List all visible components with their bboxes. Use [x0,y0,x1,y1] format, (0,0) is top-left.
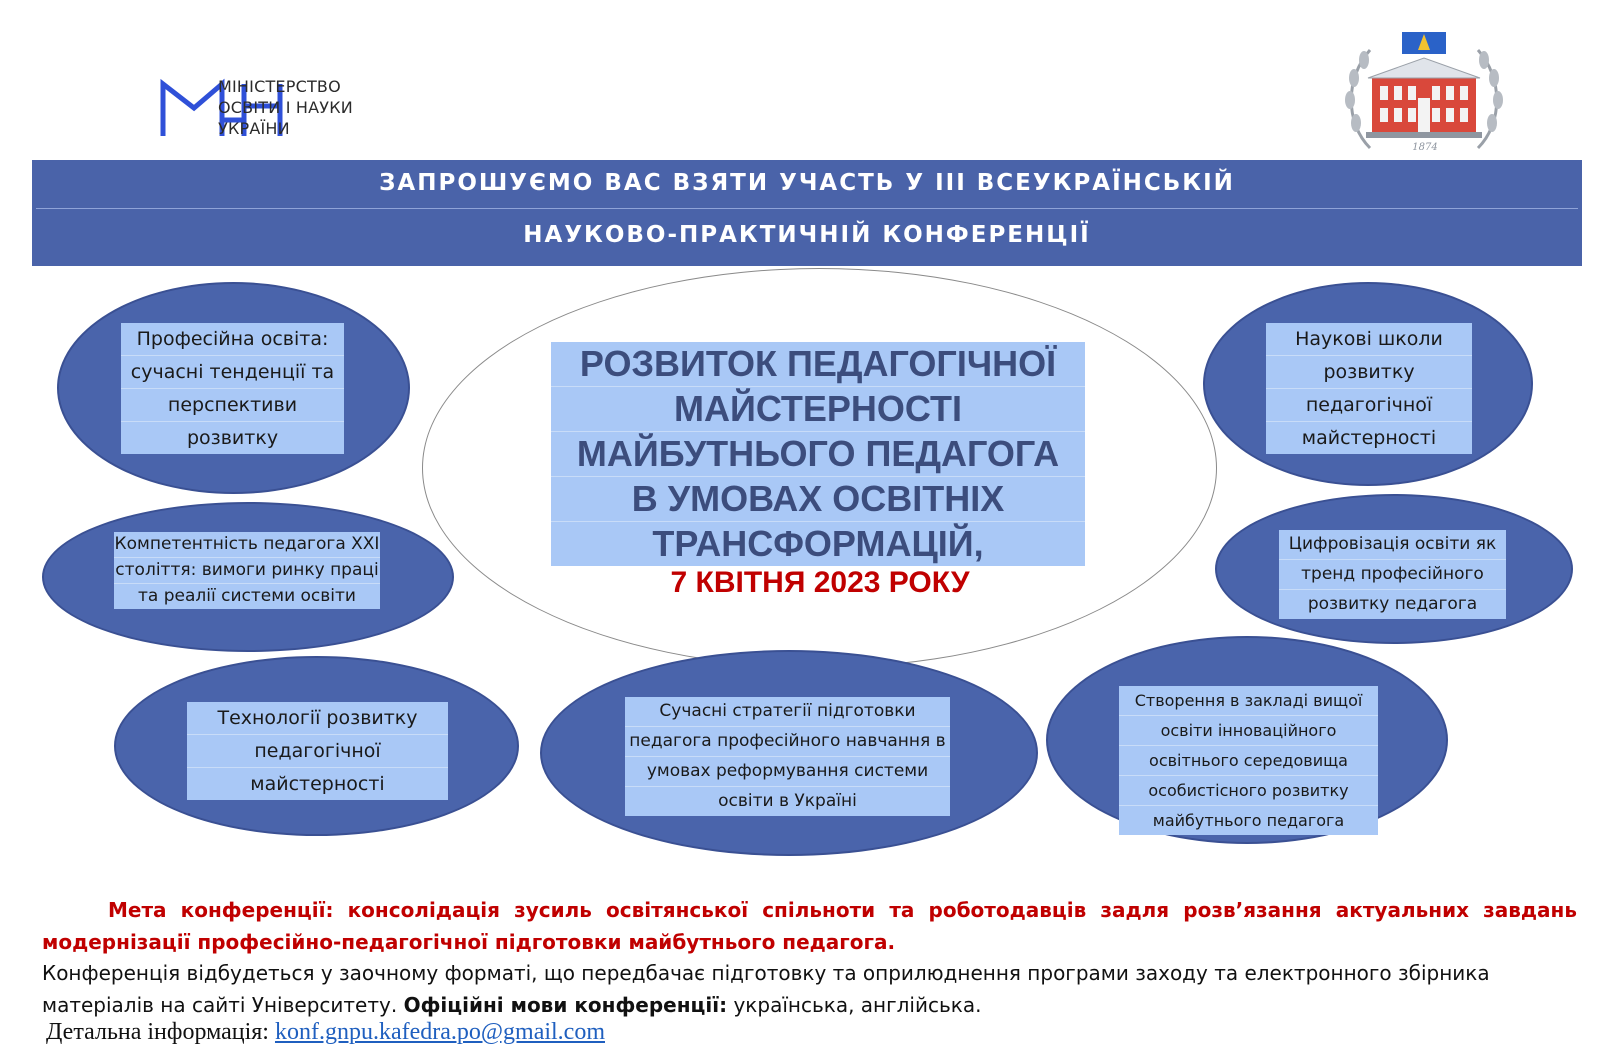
title-row: ТРАНСФОРМАЦІЙ, [652,523,984,564]
ministry-line: ОСВІТИ І НАУКИ [218,98,353,117]
languages-label: Офіційні мови конференції: [403,993,728,1017]
topic-label-strategies [625,697,950,816]
topic-row: Сучасні стратегії підготовки [625,697,950,727]
languages-value: українська, англійська. [727,993,982,1017]
university-emblem-icon [1340,28,1508,160]
topic-row: Наукові школи [1266,323,1472,356]
title-row: В УМОВАХ ОСВІТНІХ [551,477,1085,522]
ministry-name [218,76,353,139]
topic-row: майстерності [1301,427,1437,449]
topic-row: перспективи [121,389,344,422]
topic-row: Цифровізація освіти як [1279,530,1506,560]
goal-text: Мета конференції: консолідація зусиль освітянської спільноти та роботодавців задля розв’язання актуальних завдань модернізації професійно-педагогічної підготовки майбутнього педагога. [42,898,1577,954]
topic-row: розвитку [1266,356,1472,389]
conference-format [42,957,1577,1021]
topic-row: розвитку [186,427,279,449]
topic-row: освіти інноваційного [1119,716,1378,746]
title-row: МАЙСТЕРНОСТІ [551,387,1085,432]
topic-row: умовах реформування системи [625,757,950,787]
topic-row: особистісного розвитку [1119,776,1378,806]
emblem-year: 1874 [1412,142,1438,153]
topic-row: століття: вимоги ринку праці [114,558,380,584]
topic-row: Компетентність педагога ХХІ [114,532,380,558]
topic-row: педагогічної [1266,389,1472,422]
conference-goal [42,894,1577,958]
topic-row: Професійна освіта: [121,323,344,356]
topic-label-scientific-schools [1266,323,1472,454]
contact-label: Детальна інформація: [46,1019,275,1045]
topic-label-professional-education [121,323,344,454]
ministry-line: МІНІСТЕРСТВО [218,77,341,96]
topic-row: та реалії системи освіти [138,586,356,606]
topic-label-technologies [187,702,448,800]
topic-row: тренд професійного [1279,560,1506,590]
title-row: МАЙБУТНЬОГО ПЕДАГОГА [551,432,1085,477]
topic-label-digitalization [1279,530,1506,619]
banner-line-1: ЗАПРОШУЄМО ВАС ВЗЯТИ УЧАСТЬ У ІІІ ВСЕУКРАЇНСЬКІЙ [379,170,1235,196]
topic-row: сучасні тенденції та [121,356,344,389]
topic-row: майбутнього педагога [1152,811,1345,830]
banner-divider [36,208,1578,209]
invitation-banner [32,160,1582,266]
topic-row: розвитку педагога [1307,594,1478,614]
title-row: РОЗВИТОК ПЕДАГОГІЧНОЇ [551,342,1085,387]
topic-row: освітнього середовища [1119,746,1378,776]
ministry-line: УКРАЇНИ [218,119,290,138]
topic-label-teacher-competence [114,532,380,609]
banner-line-2: НАУКОВО-ПРАКТИЧНІЙ КОНФЕРЕНЦІЇ [523,222,1091,248]
topic-label-innovative-environment [1119,686,1378,835]
conference-title [551,342,1085,566]
format-text: Конференція відбудеться у заочному форматі, що передбачає підготовку та оприлюднення програми заходу та електронного збірника матеріалів на сайті Університету. [42,961,1490,1017]
topic-row: Технології розвитку [187,702,448,735]
topic-row: майстерності [250,773,385,795]
topic-row: педагогічної [187,735,448,768]
topic-row: Створення в закладі вищої [1119,686,1378,716]
conference-date: 7 КВІТНЯ 2023 РОКУ [670,566,970,599]
contact-email-link[interactable]: konf.gnpu.kafedra.po@gmail.com [274,1019,605,1045]
topic-row: педагога професійного навчання в [625,727,950,757]
topic-row: освіти в Україні [718,791,857,811]
contact-info [46,1019,605,1046]
